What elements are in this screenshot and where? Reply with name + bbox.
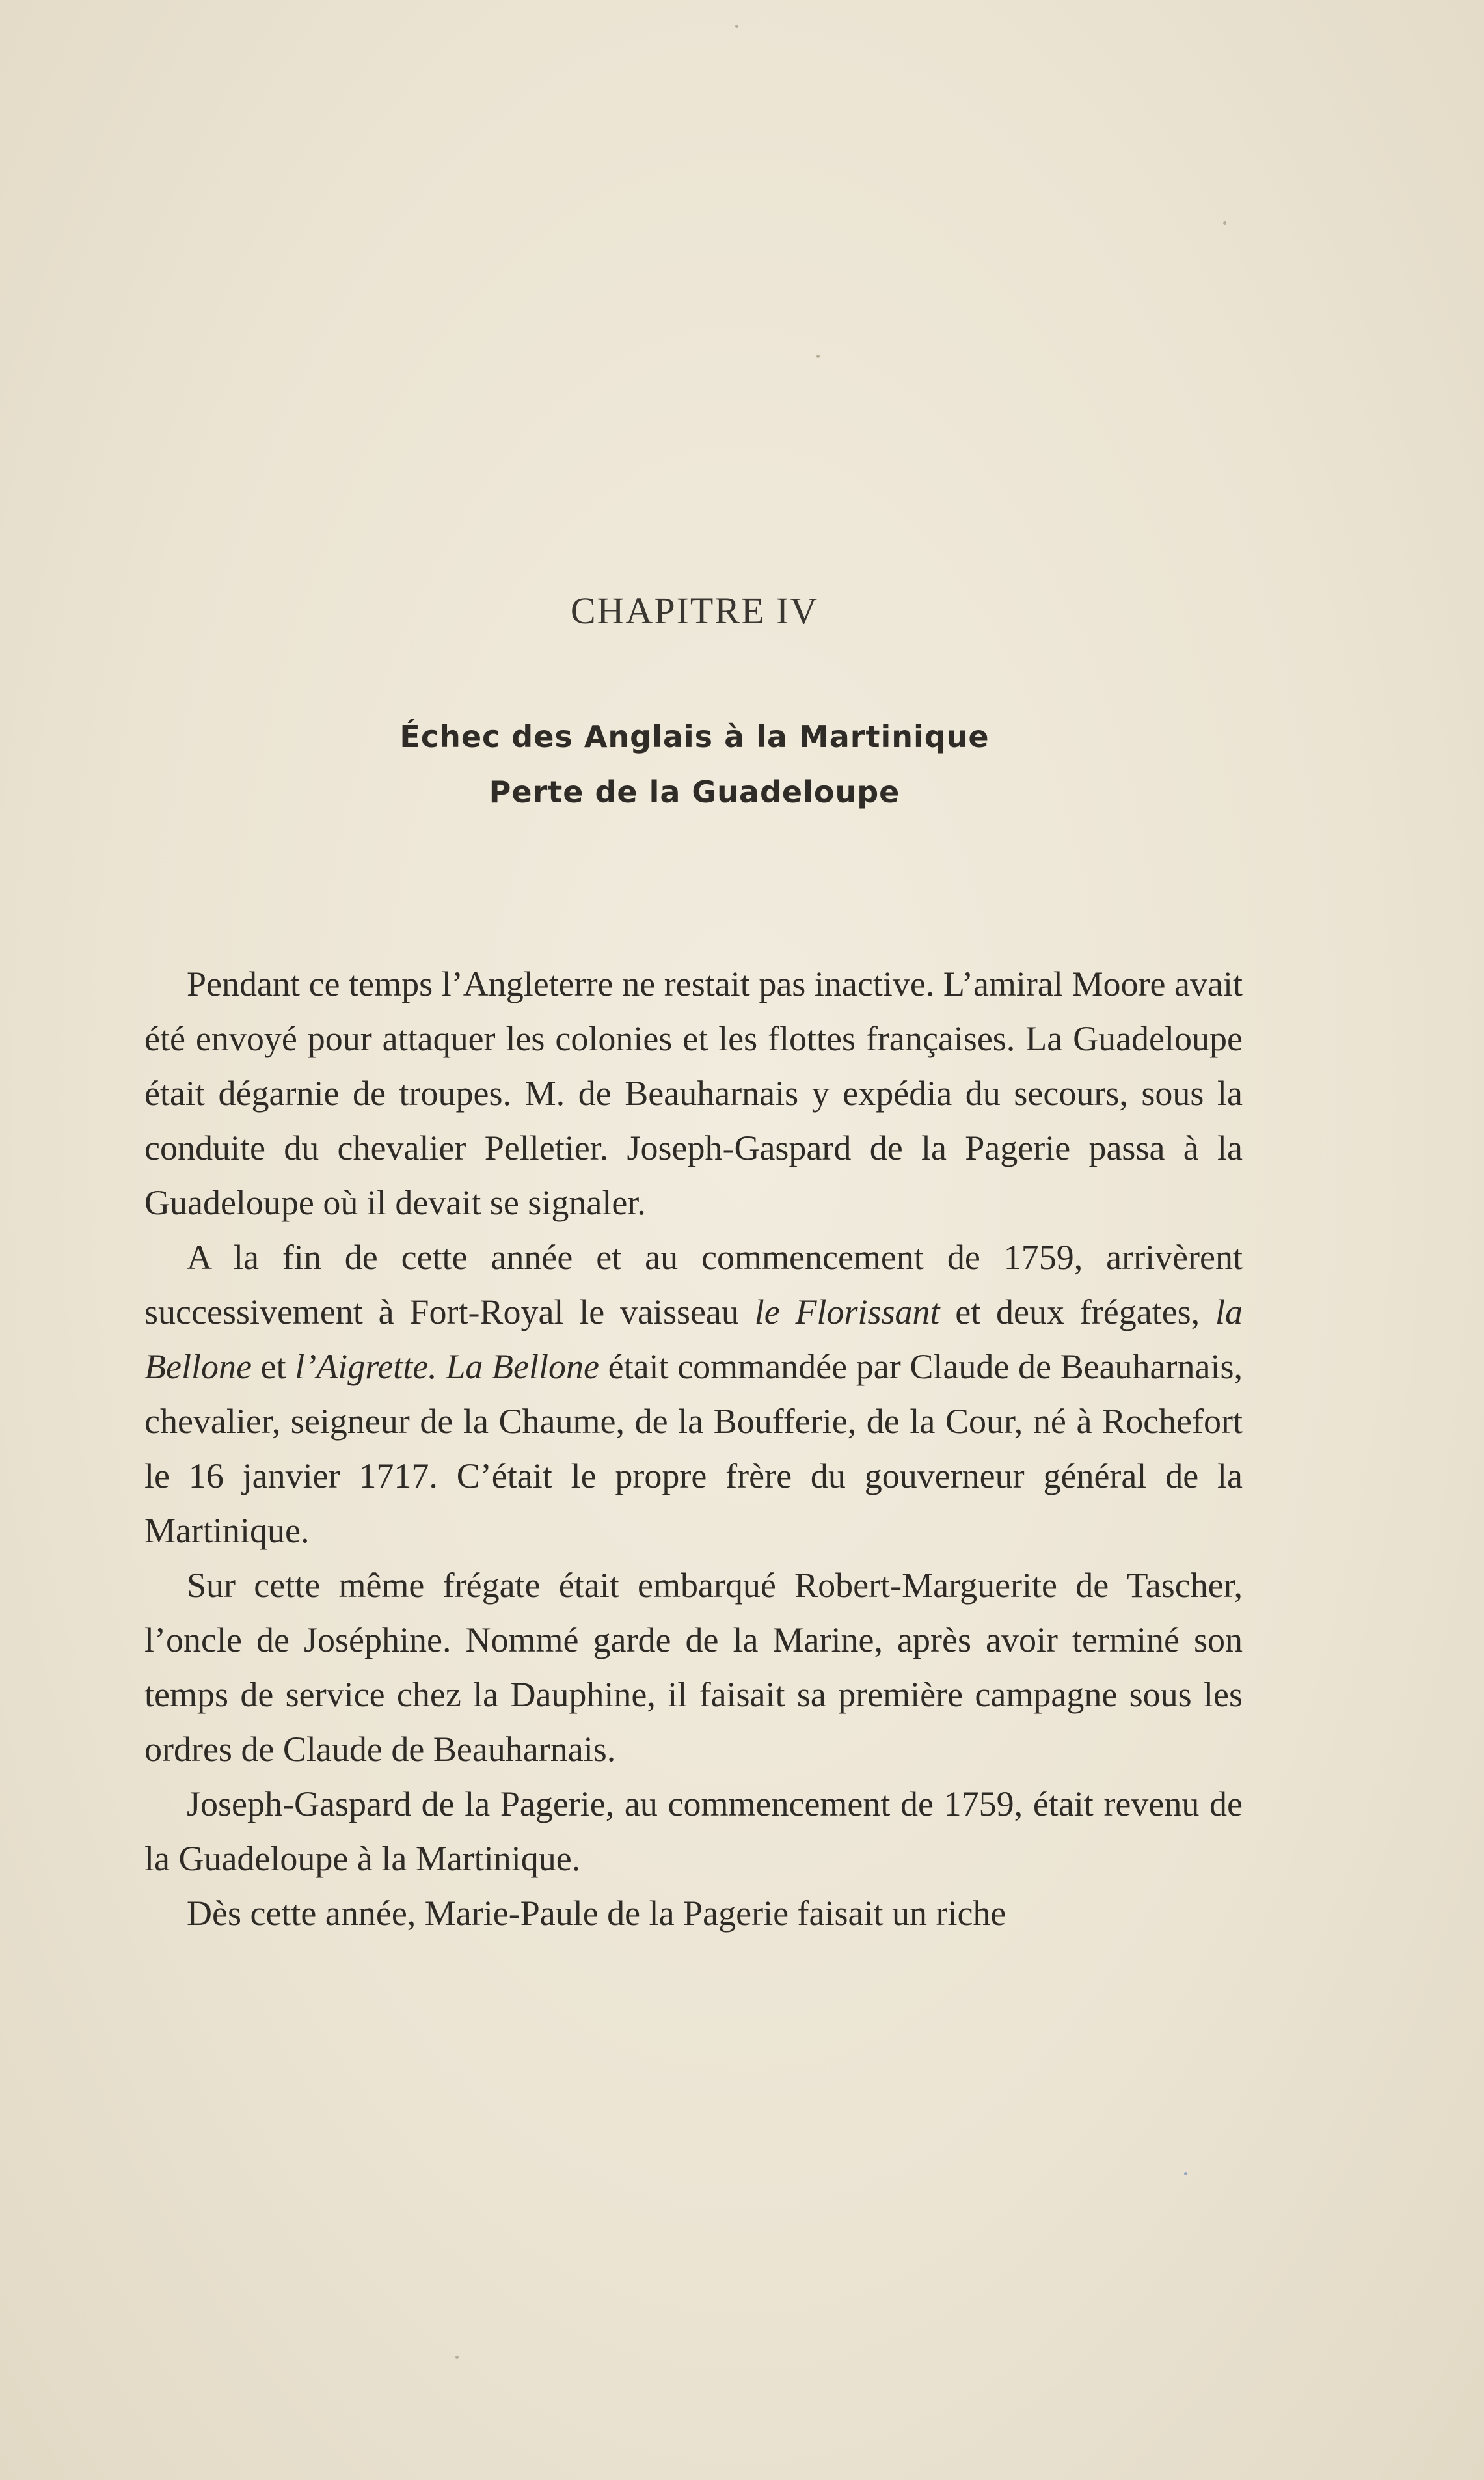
- paper-speck: [455, 2356, 459, 2359]
- paper-speck: [816, 355, 820, 358]
- chapter-subtitle-line-1: Échec des Anglais à la Martinique: [399, 719, 990, 754]
- paragraph: [144, 1777, 1243, 1886]
- paper-speck: [1184, 2172, 1187, 2175]
- ship-name: le Florissant: [754, 1292, 940, 1331]
- text-run: et: [251, 1347, 295, 1386]
- paper-speck: [1223, 221, 1226, 225]
- text-run: Dès cette année, Marie-Paule de la Pagerie faisait un riche: [187, 1894, 1006, 1933]
- text-run: A la fin de cette année et au commencement de 1759, arrivèrent successivement à Fort-Royal le vaisseau: [144, 1238, 1243, 1331]
- ship-name: l’Aigrette. La Bellone: [295, 1347, 599, 1386]
- body-text: [144, 957, 1243, 1941]
- paragraph: [144, 1230, 1243, 1558]
- text-run: Sur cette même frégate était embarqué Robert-Marguerite de Tascher, l’oncle de Joséphine. Nommé garde de la Marine, après avoir terminé son temps de service chez la Dauphine, il faisait sa première campagne sous les ordres de Claude de Beauharnais.: [144, 1566, 1243, 1769]
- text-run: Joseph-Gaspard de la Pagerie, au commencement de 1759, était revenu de la Guadeloupe à la Martinique.: [144, 1784, 1243, 1878]
- paper-speck: [735, 25, 738, 28]
- text-run: Pendant ce temps l’Angleterre ne restait pas inactive. L’amiral Moore avait été envoyé pour attaquer les colonies et les flottes françaises. La Guadeloupe était dégarnie de troupes. M. de Beauharnais y expédia du secours, sous la conduite du chevalier Pelletier. Joseph-Gaspard de la Pagerie passa à la Guadeloupe où il devait se signaler.: [144, 964, 1243, 1222]
- paragraph: [144, 957, 1243, 1230]
- text-run: était commandée par Claude de Beauharnais, chevalier, seigneur de la Chaume, de la Boufferie, de la Cour, né à Rochefort le 16 janvier 1717. C’était le propre frère du gouverneur général de la Martinique.: [144, 1347, 1243, 1550]
- ship-name: la Bellone: [144, 1292, 1243, 1386]
- text-run: et deux frégates,: [939, 1292, 1215, 1331]
- chapter-subtitle-line-2: Perte de la Guadeloupe: [489, 774, 900, 810]
- paragraph: [144, 1886, 1243, 1941]
- paragraph: [144, 1558, 1243, 1777]
- chapter-heading: CHAPITRE IV: [570, 590, 819, 632]
